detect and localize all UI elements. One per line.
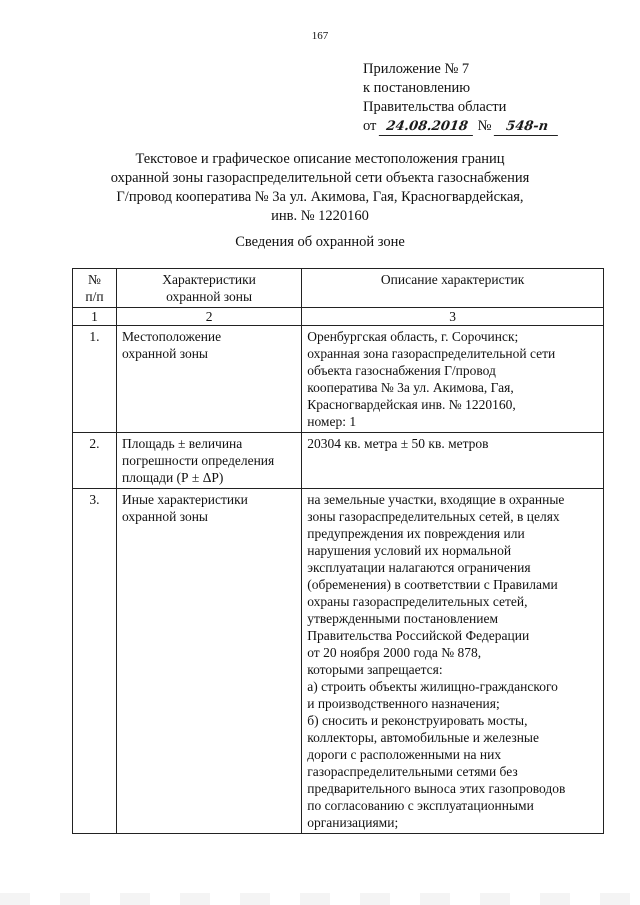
title-line2: охранной зоны газораспределительной сети объекта газоснабжения (110, 170, 530, 186)
header-characteristic-line1: Характеристики (162, 272, 256, 287)
table-row (73, 433, 604, 489)
row-description-line: утвержденными постановлением (307, 611, 498, 626)
number-label: № (477, 118, 492, 134)
zone-table (72, 268, 604, 834)
row-characteristic-line: погрешности определения (121, 453, 275, 468)
table-header-row (73, 269, 604, 308)
row-characteristic-line: площади (Р ± ΔР) (121, 470, 224, 485)
row-description-line: предупреждения их повреждения или (307, 526, 525, 541)
handwritten-date: 24.08.2018 (379, 119, 475, 136)
row-description-line: охранная зона газораспределительной сети (307, 346, 556, 361)
row-description-line: коллекторы, автомобильные и железные (307, 730, 539, 745)
row-characteristic (116, 433, 301, 489)
appendix-block (363, 60, 559, 136)
row-characteristic (116, 489, 301, 834)
row-number: 3. (73, 489, 117, 834)
appendix-date-line (363, 117, 559, 136)
row-description-line: предварительного выноса этих газопроводов (307, 781, 566, 796)
row-number: 2. (73, 433, 117, 489)
row-description-line: которыми запрещается: (307, 662, 443, 677)
row-description-line: объекта газоснабжения Г/провод (307, 363, 496, 378)
page-number: 167 (311, 30, 329, 42)
header-number-line2: п/п (85, 289, 104, 304)
row-description-line: зоны газораспределительных сетей, в целях (307, 509, 560, 524)
document-title (60, 150, 580, 226)
row-description-line: а) строить объекты жилищно-гражданского (307, 679, 558, 694)
date-prefix: от (363, 118, 377, 134)
row-description-line: эксплуатации налагаются ограничения (307, 560, 531, 575)
row-description-line: Оренбургская область, г. Сорочинск; (307, 329, 519, 344)
row-description-line: газораспределительными сетями без (307, 764, 518, 779)
row-characteristic-line: Местоположение (121, 329, 222, 344)
row-description-line: от 20 ноября 2000 года № 878, (307, 645, 482, 660)
row-number: 1. (73, 326, 117, 433)
row-characteristic (116, 326, 301, 433)
header-characteristic (116, 269, 301, 308)
row-description-line: б) сносить и реконструировать мосты, (307, 713, 528, 728)
title-line4: инв. № 1220160 (271, 208, 369, 224)
row-description (302, 433, 604, 489)
row-description-line: (обременения) в соответствии с Правилами (307, 577, 558, 592)
row-description-line: номер: 1 (307, 414, 357, 429)
row-description-line: Правительства Российской Федерации (307, 628, 530, 643)
row-description-line: на земельные участки, входящие в охранные (307, 492, 565, 507)
table-row (73, 326, 604, 433)
index-cell-2: 2 (116, 308, 301, 326)
row-characteristic-line: Площадь ± величина (121, 436, 243, 451)
table-row (73, 489, 604, 834)
row-description (302, 489, 604, 834)
row-description-line: и производственного назначения; (307, 696, 500, 711)
appendix-line2: к постановлению (363, 80, 471, 96)
row-description-line: Красногвардейская инв. № 1220160, (307, 397, 516, 412)
row-description-line: нарушения условий их нормальной (307, 543, 512, 558)
row-characteristic-line: охранной зоны (121, 346, 208, 361)
index-cell-1: 1 (73, 308, 117, 326)
table-index-row (73, 308, 604, 326)
row-description-line: охраны газораспределительных сетей, (307, 594, 528, 609)
index-cell-3: 3 (302, 308, 604, 326)
row-description-line: по согласованию с эксплуатационными (307, 798, 534, 813)
row-description-line: организациями; (307, 815, 399, 830)
title-line3: Г/провод кооператива № 3а ул. Акимова, Гая, Красногвардейская, (116, 189, 524, 205)
header-description: Описание характеристик (302, 269, 604, 308)
row-description (302, 326, 604, 433)
title-line1: Текстовое и графическое описание местоположения границ (135, 151, 505, 167)
row-description-line: дороги с расположенными на них (307, 747, 502, 762)
appendix-line3: Правительства области (363, 99, 507, 115)
section-subtitle: Сведения об охранной зоне (235, 234, 405, 250)
row-description-line: кооператива № 3а ул. Акимова, Гая, (307, 380, 514, 395)
appendix-line1: Приложение № 7 (363, 61, 470, 77)
header-characteristic-line2: охранной зоны (166, 289, 253, 304)
scan-bottom-edge (0, 893, 640, 905)
header-number (73, 269, 117, 308)
row-characteristic-line: охранной зоны (121, 509, 208, 524)
handwritten-number: 548-п (494, 119, 560, 136)
header-number-line1: № (88, 272, 101, 287)
row-characteristic-line: Иные характеристики (121, 492, 248, 507)
row-description-line: 20304 кв. метра ± 50 кв. метров (307, 436, 489, 451)
